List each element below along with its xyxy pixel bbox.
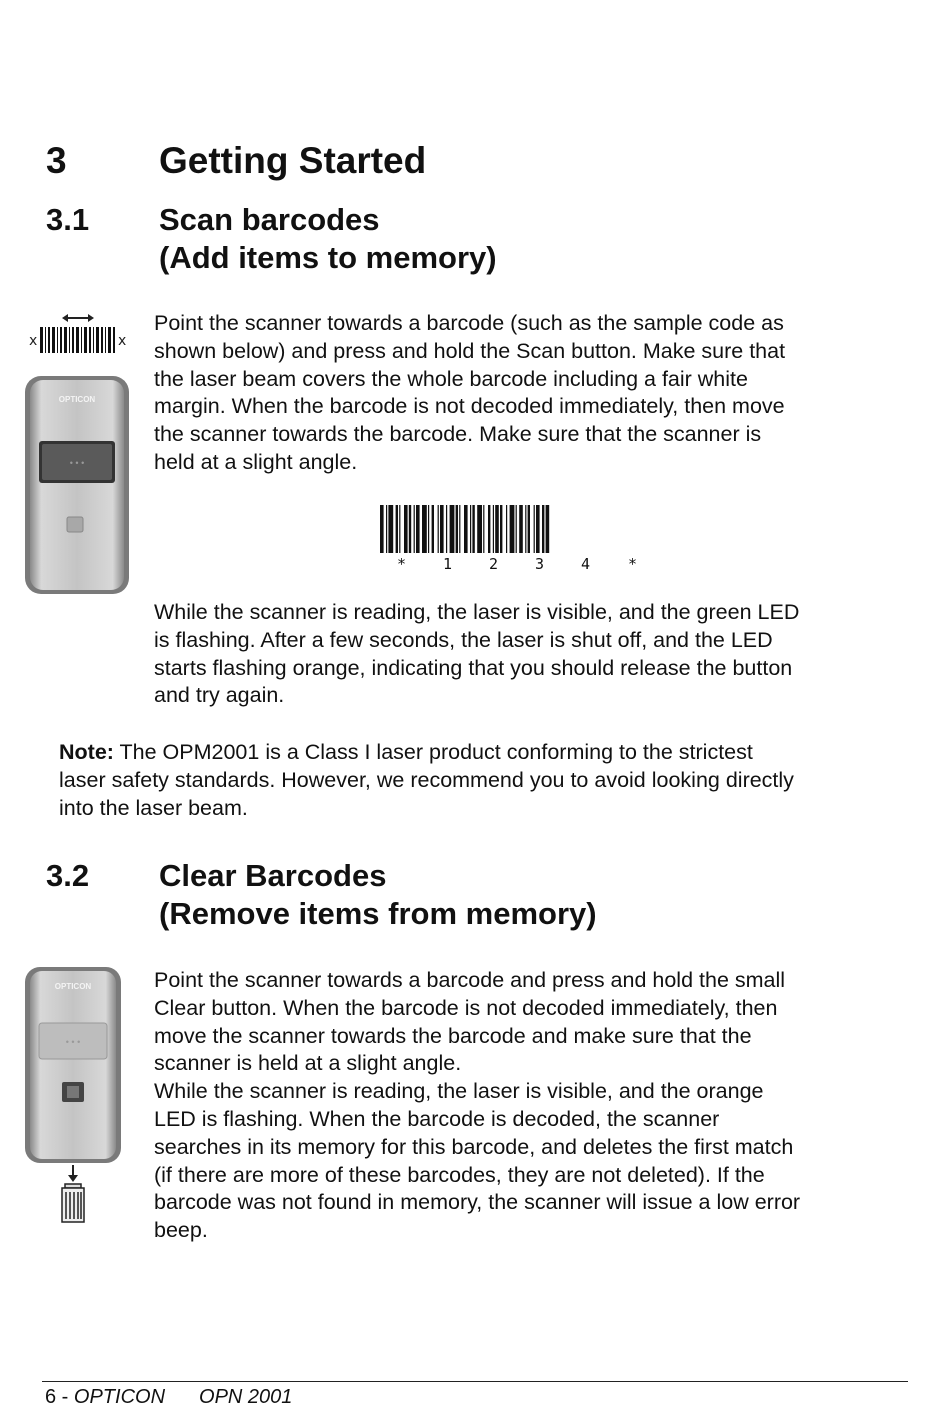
- barcode-bar: [464, 505, 468, 553]
- svg-text:x: x: [29, 333, 38, 349]
- barcode-bar: [472, 505, 474, 553]
- svg-text:• • •: • • •: [69, 458, 85, 468]
- scanner-device-icon: [25, 967, 121, 1163]
- barcode-digit: 3: [535, 555, 545, 573]
- barcode-digit: *: [628, 555, 638, 573]
- barcode-bar: [380, 505, 384, 553]
- barcode-bar: [542, 505, 544, 553]
- section-3-1-number: 3.1: [46, 202, 90, 237]
- barcode-bar: [470, 505, 471, 553]
- scan-led-description: While the scanner is reading, the laser is visible, and the green LED is flashing. After a few seconds, the laser is shut off, and the LED starts flashing orange, indicating that you should release the button and try again.: [154, 600, 800, 708]
- barcode-bar: [388, 505, 393, 553]
- chapter-number: 3: [46, 140, 67, 181]
- width-arrow-icon: [62, 314, 94, 322]
- page-number: 6 -: [45, 1386, 74, 1408]
- note-label: Note:: [59, 740, 114, 764]
- barcode-bar: [525, 505, 526, 553]
- svg-text:OPTICON: OPTICON: [58, 395, 96, 404]
- sample-barcode: [378, 505, 658, 555]
- svg-text:• • •: • • •: [65, 1037, 81, 1047]
- down-arrow-icon: [68, 1165, 78, 1182]
- mini-barcode-icon: [40, 327, 115, 353]
- barcode-bar: [409, 505, 411, 553]
- barcode-digit: 4: [581, 555, 591, 573]
- barcode-digit: 1: [443, 555, 453, 573]
- barcode-bar: [528, 505, 530, 553]
- scanner-scan-illustration: [22, 308, 134, 598]
- barcode-bar: [416, 505, 420, 553]
- barcode-bar: [422, 505, 427, 553]
- barcode-bar: [495, 505, 499, 553]
- barcode-bar: [386, 505, 387, 553]
- section-3-1-subtitle: (Add items to memory): [159, 240, 497, 275]
- barcode-bar: [450, 505, 455, 553]
- barcode-bar: [404, 505, 408, 553]
- note-text: The OPM2001 is a Class I laser product conforming to the strictest laser safety standards. However, we recommend you to avoid looking directly into the laser beam.: [59, 740, 794, 820]
- barcode-bar: [399, 505, 400, 553]
- chapter-title: Getting Started: [159, 140, 427, 181]
- footer-divider: [42, 1381, 908, 1382]
- scan-instructions: Point the scanner towards a barcode (such as the sample code as shown below) and press and hold the Scan button. Make sure that the laser beam covers the whole barcode including a fair white margin. When the barcode is not decoded immediately, then move the scanner towards the barcode. Make sure that the scanner is held at a slight angle.: [154, 311, 786, 474]
- barcode-bar: [477, 505, 482, 553]
- barcode-bar: [459, 505, 460, 553]
- clear-instructions: Point the scanner towards a barcode and press and hold the small Clear button. When the barcode is not decoded immediately, then move the scanner towards the barcode and make sure that the scanner is held at a slight angle. While the scanner is reading, the laser is visible, and the orange LED is flashing. When the barcode is decoded, the scanner searches in its memory for this barcode, and deletes the first match (if there are more of these barcodes, they are not deleted). If the barcode was not found in memory, the scanner will issue a low error beep.: [154, 968, 801, 1243]
- safety-note: [59, 738, 909, 822]
- section-3-2-number: 3.2: [46, 858, 90, 893]
- page-footer: [45, 1386, 292, 1409]
- trash-icon: [62, 1184, 84, 1222]
- barcode-bar: [440, 505, 444, 553]
- barcode-bar: [414, 505, 415, 553]
- barcode-bar: [510, 505, 515, 553]
- chapter-heading: [46, 140, 426, 182]
- barcode-bar: [500, 505, 502, 553]
- section-3-2-heading: [46, 857, 597, 931]
- scanner-device-icon: [25, 376, 129, 594]
- barcode-bar: [396, 505, 398, 553]
- section-3-2-subtitle: (Remove items from memory): [159, 896, 597, 931]
- svg-text:x: x: [118, 333, 127, 349]
- barcode-bar: [456, 505, 458, 553]
- scanner-clear-illustration: [22, 965, 134, 1227]
- barcode-digit: 2: [489, 555, 499, 573]
- section-3-1-heading: [46, 201, 497, 275]
- barcode-bar: [488, 505, 490, 553]
- footer-model: OPN 2001: [199, 1386, 293, 1408]
- barcode-bar: [546, 505, 550, 553]
- barcode-bar: [506, 505, 507, 553]
- barcode-bar: [438, 505, 439, 553]
- barcode-bar: [483, 505, 484, 553]
- barcode-bar: [446, 505, 447, 553]
- barcode-bar: [432, 505, 434, 553]
- barcode-bar: [536, 505, 540, 553]
- barcode-bar: [516, 505, 517, 553]
- footer-brand: OPTICON: [73, 1386, 166, 1408]
- barcode-bar: [519, 505, 523, 553]
- section-3-2-title: Clear Barcodes: [159, 858, 387, 893]
- section-3-1-title: Scan barcodes: [159, 202, 380, 237]
- barcode-bar: [428, 505, 429, 553]
- barcode-digit: *: [397, 555, 407, 573]
- svg-text:OPTICON: OPTICON: [54, 982, 92, 991]
- barcode-bar: [534, 505, 535, 553]
- barcode-bar: [493, 505, 494, 553]
